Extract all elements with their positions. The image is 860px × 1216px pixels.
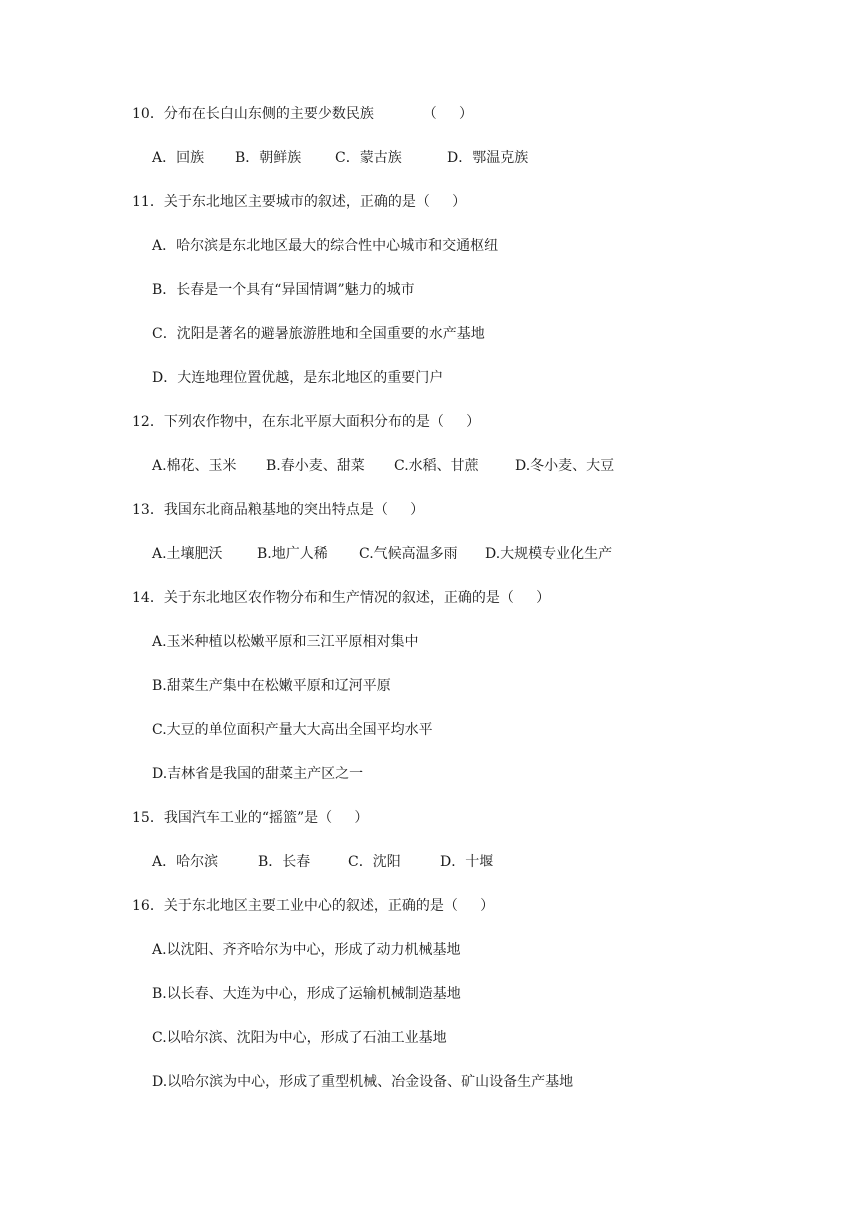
question-15-stem: 15．我国汽车工业的“摇篮”是（ ） [132, 810, 369, 826]
option-d: D．鄂温克族 [447, 150, 529, 166]
option-a: A．哈尔滨 [152, 854, 219, 870]
option-a: A.棉花、玉米 [152, 458, 237, 474]
question-16-stem: 16．关于东北地区主要工业中心的叙述，正确的是（ ） [132, 898, 495, 914]
question-16-option-d: D.以哈尔滨为中心，形成了重型机械、冶金设备、矿山设备生产基地 [152, 1074, 574, 1090]
option-b: B.春小麦、甜菜 [266, 458, 365, 474]
option-a: A．回族 [152, 150, 205, 166]
question-11-option-b: B．长春是一个具有“异国情调”魅力的城市 [152, 282, 415, 298]
option-d: D．十堰 [440, 854, 494, 870]
option-b: B．朝鲜族 [235, 150, 302, 166]
question-16-option-a: A.以沈阳、齐齐哈尔为中心，形成了动力机械基地 [152, 942, 461, 958]
option-b: B．长春 [258, 854, 311, 870]
question-16-option-b: B.以长春、大连为中心，形成了运输机械制造基地 [152, 986, 461, 1002]
option-c: C．蒙古族 [335, 150, 402, 166]
option-c: C．沈阳 [348, 854, 401, 870]
question-14-stem: 14．关于东北地区农作物分布和生产情况的叙述，正确的是（ ） [132, 590, 551, 606]
question-11-stem: 11．关于东北地区主要城市的叙述，正确的是（ ） [132, 194, 467, 210]
option-d: D.冬小麦、大豆 [515, 458, 615, 474]
option-c: C.水稻、甘蔗 [394, 458, 479, 474]
question-16-option-c: C.以哈尔滨、沈阳为中心，形成了石油工业基地 [152, 1030, 447, 1046]
option-b: B.地广人稀 [257, 546, 328, 562]
question-11-option-a: A．哈尔滨是东北地区最大的综合性中心城市和交通枢纽 [152, 238, 499, 254]
question-14-option-a: A.玉米种植以松嫩平原和三江平原相对集中 [152, 634, 419, 650]
question-14-option-b: B.甜菜生产集中在松嫩平原和辽河平原 [152, 678, 391, 694]
option-c: C.气候高温多雨 [359, 546, 458, 562]
question-14-option-c: C.大豆的单位面积产量大大高出全国平均水平 [152, 722, 433, 738]
question-12-stem: 12．下列农作物中，在东北平原大面积分布的是（ ） [132, 414, 481, 430]
question-10-stem: 10．分布在长白山东侧的主要少数民族 （ ） [132, 106, 474, 122]
question-14-option-d: D.吉林省是我国的甜菜主产区之一 [152, 766, 364, 782]
question-11-option-c: C．沈阳是著名的避暑旅游胜地和全国重要的水产基地 [152, 326, 485, 342]
question-11-option-d: D．大连地理位置优越，是东北地区的重要门户 [152, 370, 444, 386]
option-d: D.大规模专业化生产 [485, 546, 613, 562]
option-a: A.土壤肥沃 [152, 546, 223, 562]
question-13-stem: 13．我国东北商品粮基地的突出特点是（ ） [132, 502, 425, 518]
